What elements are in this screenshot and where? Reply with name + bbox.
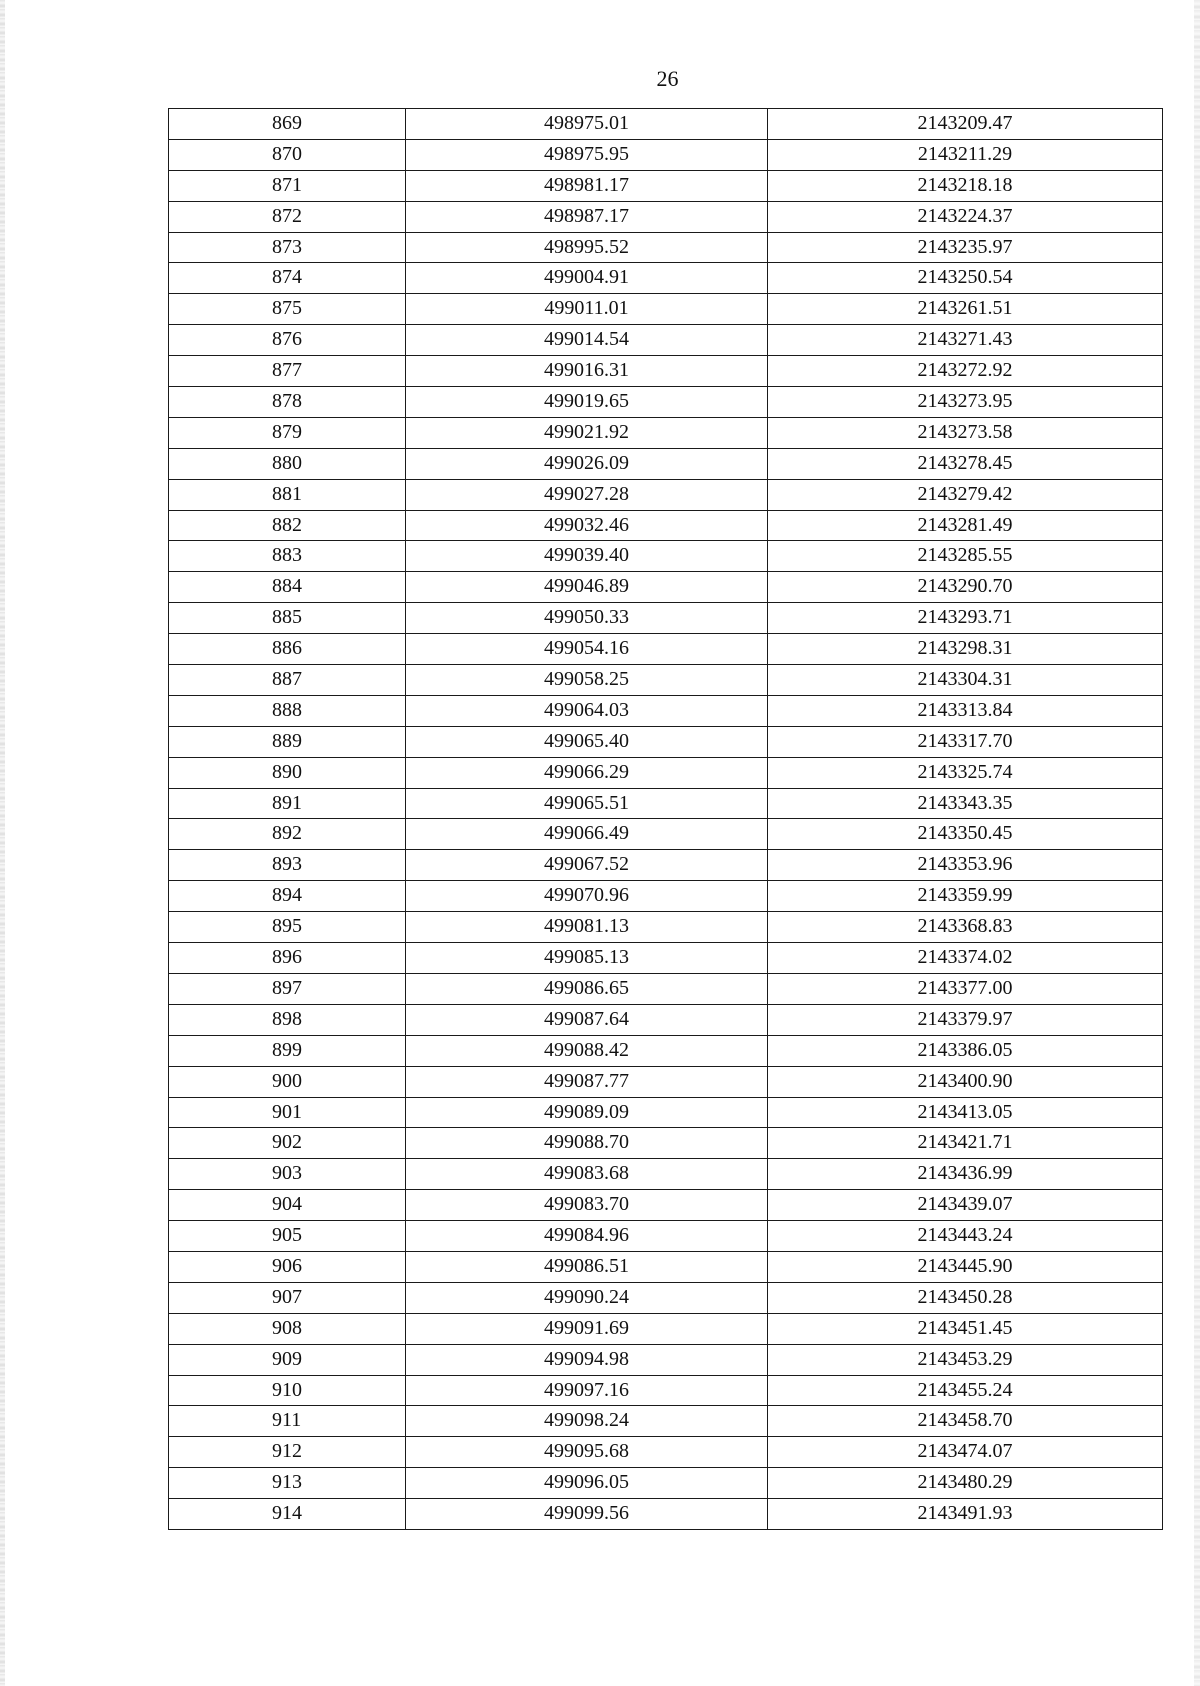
x-coordinate-cell: 499004.91 bbox=[406, 263, 768, 294]
y-coordinate-cell: 2143325.74 bbox=[768, 757, 1163, 788]
x-coordinate-cell: 499099.56 bbox=[406, 1499, 768, 1530]
y-coordinate-cell: 2143368.83 bbox=[768, 912, 1163, 943]
x-coordinate-cell: 499050.33 bbox=[406, 603, 768, 634]
point-number-cell: 891 bbox=[169, 788, 406, 819]
x-coordinate-cell: 499064.03 bbox=[406, 695, 768, 726]
x-coordinate-cell: 499065.40 bbox=[406, 726, 768, 757]
x-coordinate-cell: 499026.09 bbox=[406, 448, 768, 479]
y-coordinate-cell: 2143273.95 bbox=[768, 387, 1163, 418]
table-row bbox=[169, 201, 1163, 232]
y-coordinate-cell: 2143377.00 bbox=[768, 973, 1163, 1004]
coordinates-table-body bbox=[169, 109, 1163, 1530]
x-coordinate-cell: 498975.95 bbox=[406, 139, 768, 170]
table-row bbox=[169, 695, 1163, 726]
y-coordinate-cell: 2143353.96 bbox=[768, 850, 1163, 881]
y-coordinate-cell: 2143313.84 bbox=[768, 695, 1163, 726]
x-coordinate-cell: 499032.46 bbox=[406, 510, 768, 541]
x-coordinate-cell: 499066.29 bbox=[406, 757, 768, 788]
scan-edge-left bbox=[0, 0, 5, 1686]
table-row bbox=[169, 726, 1163, 757]
table-row bbox=[169, 788, 1163, 819]
y-coordinate-cell: 2143261.51 bbox=[768, 294, 1163, 325]
y-coordinate-cell: 2143480.29 bbox=[768, 1468, 1163, 1499]
x-coordinate-cell: 499083.70 bbox=[406, 1190, 768, 1221]
x-coordinate-cell: 499016.31 bbox=[406, 356, 768, 387]
table-row bbox=[169, 325, 1163, 356]
y-coordinate-cell: 2143298.31 bbox=[768, 634, 1163, 665]
x-coordinate-cell: 498987.17 bbox=[406, 201, 768, 232]
y-coordinate-cell: 2143436.99 bbox=[768, 1159, 1163, 1190]
table-row bbox=[169, 1128, 1163, 1159]
x-coordinate-cell: 499098.24 bbox=[406, 1406, 768, 1437]
point-number-cell: 888 bbox=[169, 695, 406, 726]
table-row bbox=[169, 541, 1163, 572]
table-row bbox=[169, 757, 1163, 788]
point-number-cell: 913 bbox=[169, 1468, 406, 1499]
x-coordinate-cell: 499039.40 bbox=[406, 541, 768, 572]
x-coordinate-cell: 499094.98 bbox=[406, 1344, 768, 1375]
y-coordinate-cell: 2143271.43 bbox=[768, 325, 1163, 356]
table-row bbox=[169, 1406, 1163, 1437]
table-row bbox=[169, 417, 1163, 448]
x-coordinate-cell: 499054.16 bbox=[406, 634, 768, 665]
y-coordinate-cell: 2143450.28 bbox=[768, 1282, 1163, 1313]
y-coordinate-cell: 2143451.45 bbox=[768, 1313, 1163, 1344]
point-number-cell: 883 bbox=[169, 541, 406, 572]
point-number-cell: 901 bbox=[169, 1097, 406, 1128]
point-number-cell: 896 bbox=[169, 943, 406, 974]
point-number-cell: 903 bbox=[169, 1159, 406, 1190]
page-number: 26 bbox=[656, 66, 679, 91]
x-coordinate-cell: 499070.96 bbox=[406, 881, 768, 912]
point-number-cell: 894 bbox=[169, 881, 406, 912]
y-coordinate-cell: 2143445.90 bbox=[768, 1251, 1163, 1282]
point-number-cell: 884 bbox=[169, 572, 406, 603]
point-number-cell: 889 bbox=[169, 726, 406, 757]
y-coordinate-cell: 2143272.92 bbox=[768, 356, 1163, 387]
table-row bbox=[169, 139, 1163, 170]
y-coordinate-cell: 2143386.05 bbox=[768, 1035, 1163, 1066]
y-coordinate-cell: 2143250.54 bbox=[768, 263, 1163, 294]
y-coordinate-cell: 2143400.90 bbox=[768, 1066, 1163, 1097]
x-coordinate-cell: 499067.52 bbox=[406, 850, 768, 881]
x-coordinate-cell: 499014.54 bbox=[406, 325, 768, 356]
table-row bbox=[169, 1282, 1163, 1313]
y-coordinate-cell: 2143317.70 bbox=[768, 726, 1163, 757]
table-row bbox=[169, 356, 1163, 387]
y-coordinate-cell: 2143491.93 bbox=[768, 1499, 1163, 1530]
point-number-cell: 893 bbox=[169, 850, 406, 881]
table-row bbox=[169, 387, 1163, 418]
point-number-cell: 902 bbox=[169, 1128, 406, 1159]
y-coordinate-cell: 2143278.45 bbox=[768, 448, 1163, 479]
table-row bbox=[169, 1375, 1163, 1406]
x-coordinate-cell: 499058.25 bbox=[406, 665, 768, 696]
y-coordinate-cell: 2143281.49 bbox=[768, 510, 1163, 541]
y-coordinate-cell: 2143235.97 bbox=[768, 232, 1163, 263]
x-coordinate-cell: 498981.17 bbox=[406, 170, 768, 201]
y-coordinate-cell: 2143279.42 bbox=[768, 479, 1163, 510]
y-coordinate-cell: 2143209.47 bbox=[768, 109, 1163, 140]
y-coordinate-cell: 2143343.35 bbox=[768, 788, 1163, 819]
x-coordinate-cell: 499087.77 bbox=[406, 1066, 768, 1097]
table-row bbox=[169, 881, 1163, 912]
x-coordinate-cell: 499046.89 bbox=[406, 572, 768, 603]
point-number-cell: 909 bbox=[169, 1344, 406, 1375]
x-coordinate-cell: 499081.13 bbox=[406, 912, 768, 943]
point-number-cell: 900 bbox=[169, 1066, 406, 1097]
x-coordinate-cell: 499027.28 bbox=[406, 479, 768, 510]
table-row bbox=[169, 1066, 1163, 1097]
point-number-cell: 871 bbox=[169, 170, 406, 201]
x-coordinate-cell: 499097.16 bbox=[406, 1375, 768, 1406]
table-row bbox=[169, 170, 1163, 201]
table-row bbox=[169, 1251, 1163, 1282]
x-coordinate-cell: 499096.05 bbox=[406, 1468, 768, 1499]
point-number-cell: 874 bbox=[169, 263, 406, 294]
table-row bbox=[169, 819, 1163, 850]
x-coordinate-cell: 499011.01 bbox=[406, 294, 768, 325]
point-number-cell: 885 bbox=[169, 603, 406, 634]
x-coordinate-cell: 498975.01 bbox=[406, 109, 768, 140]
y-coordinate-cell: 2143379.97 bbox=[768, 1004, 1163, 1035]
table-row bbox=[169, 1190, 1163, 1221]
x-coordinate-cell: 499088.70 bbox=[406, 1128, 768, 1159]
point-number-cell: 872 bbox=[169, 201, 406, 232]
table-row bbox=[169, 294, 1163, 325]
point-number-cell: 875 bbox=[169, 294, 406, 325]
y-coordinate-cell: 2143455.24 bbox=[768, 1375, 1163, 1406]
point-number-cell: 899 bbox=[169, 1035, 406, 1066]
y-coordinate-cell: 2143293.71 bbox=[768, 603, 1163, 634]
y-coordinate-cell: 2143218.18 bbox=[768, 170, 1163, 201]
table-row bbox=[169, 850, 1163, 881]
point-number-cell: 882 bbox=[169, 510, 406, 541]
scan-edge-right bbox=[1194, 0, 1200, 1686]
y-coordinate-cell: 2143285.55 bbox=[768, 541, 1163, 572]
point-number-cell: 911 bbox=[169, 1406, 406, 1437]
point-number-cell: 898 bbox=[169, 1004, 406, 1035]
y-coordinate-cell: 2143413.05 bbox=[768, 1097, 1163, 1128]
y-coordinate-cell: 2143458.70 bbox=[768, 1406, 1163, 1437]
table-row bbox=[169, 665, 1163, 696]
x-coordinate-cell: 499091.69 bbox=[406, 1313, 768, 1344]
table-row bbox=[169, 634, 1163, 665]
point-number-cell: 878 bbox=[169, 387, 406, 418]
point-number-cell: 912 bbox=[169, 1437, 406, 1468]
x-coordinate-cell: 499086.51 bbox=[406, 1251, 768, 1282]
point-number-cell: 914 bbox=[169, 1499, 406, 1530]
point-number-cell: 904 bbox=[169, 1190, 406, 1221]
y-coordinate-cell: 2143443.24 bbox=[768, 1221, 1163, 1252]
point-number-cell: 910 bbox=[169, 1375, 406, 1406]
y-coordinate-cell: 2143350.45 bbox=[768, 819, 1163, 850]
x-coordinate-cell: 499083.68 bbox=[406, 1159, 768, 1190]
table-row bbox=[169, 1468, 1163, 1499]
table-row bbox=[169, 1221, 1163, 1252]
point-number-cell: 895 bbox=[169, 912, 406, 943]
table-row bbox=[169, 1313, 1163, 1344]
table-row bbox=[169, 448, 1163, 479]
y-coordinate-cell: 2143273.58 bbox=[768, 417, 1163, 448]
point-number-cell: 886 bbox=[169, 634, 406, 665]
point-number-cell: 908 bbox=[169, 1313, 406, 1344]
point-number-cell: 869 bbox=[169, 109, 406, 140]
point-number-cell: 880 bbox=[169, 448, 406, 479]
point-number-cell: 881 bbox=[169, 479, 406, 510]
point-number-cell: 870 bbox=[169, 139, 406, 170]
point-number-cell: 873 bbox=[169, 232, 406, 263]
point-number-cell: 892 bbox=[169, 819, 406, 850]
point-number-cell: 905 bbox=[169, 1221, 406, 1252]
x-coordinate-cell: 499088.42 bbox=[406, 1035, 768, 1066]
x-coordinate-cell: 499084.96 bbox=[406, 1221, 768, 1252]
x-coordinate-cell: 499089.09 bbox=[406, 1097, 768, 1128]
x-coordinate-cell: 499085.13 bbox=[406, 943, 768, 974]
table-row bbox=[169, 1097, 1163, 1128]
table-row bbox=[169, 232, 1163, 263]
y-coordinate-cell: 2143439.07 bbox=[768, 1190, 1163, 1221]
point-number-cell: 897 bbox=[169, 973, 406, 1004]
table-row bbox=[169, 1035, 1163, 1066]
table-row bbox=[169, 912, 1163, 943]
table-row bbox=[169, 1004, 1163, 1035]
table-row bbox=[169, 1344, 1163, 1375]
table-row bbox=[169, 943, 1163, 974]
x-coordinate-cell: 499019.65 bbox=[406, 387, 768, 418]
point-number-cell: 887 bbox=[169, 665, 406, 696]
table-row bbox=[169, 479, 1163, 510]
y-coordinate-cell: 2143290.70 bbox=[768, 572, 1163, 603]
y-coordinate-cell: 2143453.29 bbox=[768, 1344, 1163, 1375]
point-number-cell: 876 bbox=[169, 325, 406, 356]
point-number-cell: 890 bbox=[169, 757, 406, 788]
table-row bbox=[169, 1437, 1163, 1468]
y-coordinate-cell: 2143474.07 bbox=[768, 1437, 1163, 1468]
x-coordinate-cell: 499066.49 bbox=[406, 819, 768, 850]
x-coordinate-cell: 498995.52 bbox=[406, 232, 768, 263]
x-coordinate-cell: 499087.64 bbox=[406, 1004, 768, 1035]
x-coordinate-cell: 499065.51 bbox=[406, 788, 768, 819]
x-coordinate-cell: 499090.24 bbox=[406, 1282, 768, 1313]
point-number-cell: 907 bbox=[169, 1282, 406, 1313]
coordinates-table bbox=[168, 108, 1163, 1530]
point-number-cell: 906 bbox=[169, 1251, 406, 1282]
coordinates-table-container bbox=[168, 108, 1162, 1530]
point-number-cell: 879 bbox=[169, 417, 406, 448]
y-coordinate-cell: 2143211.29 bbox=[768, 139, 1163, 170]
y-coordinate-cell: 2143359.99 bbox=[768, 881, 1163, 912]
table-row bbox=[169, 109, 1163, 140]
table-row bbox=[169, 572, 1163, 603]
table-row bbox=[169, 603, 1163, 634]
y-coordinate-cell: 2143304.31 bbox=[768, 665, 1163, 696]
x-coordinate-cell: 499086.65 bbox=[406, 973, 768, 1004]
point-number-cell: 877 bbox=[169, 356, 406, 387]
table-row bbox=[169, 263, 1163, 294]
y-coordinate-cell: 2143421.71 bbox=[768, 1128, 1163, 1159]
y-coordinate-cell: 2143374.02 bbox=[768, 943, 1163, 974]
table-row bbox=[169, 1159, 1163, 1190]
table-row bbox=[169, 510, 1163, 541]
x-coordinate-cell: 499021.92 bbox=[406, 417, 768, 448]
table-row bbox=[169, 1499, 1163, 1530]
y-coordinate-cell: 2143224.37 bbox=[768, 201, 1163, 232]
x-coordinate-cell: 499095.68 bbox=[406, 1437, 768, 1468]
table-row bbox=[169, 973, 1163, 1004]
